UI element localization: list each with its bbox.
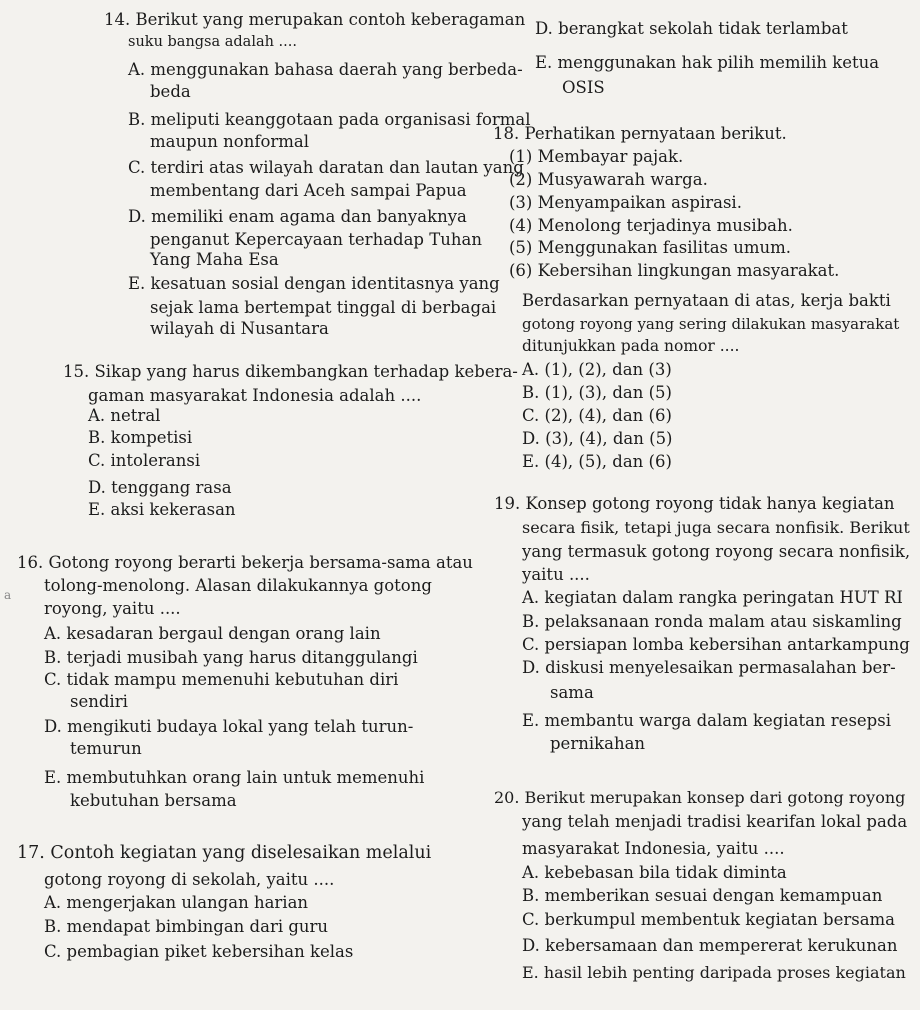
q20-option-a[interactable]: A. kebebasan bila tidak diminta xyxy=(522,863,787,882)
q18-option-d[interactable]: D. (3), (4), dan (5) xyxy=(522,429,673,448)
q16-stem-line2: tolong-menolong. Alasan dilakukannya gotong xyxy=(44,576,432,595)
q15-stem-line2: gaman masyarakat Indonesia adalah .... xyxy=(88,386,422,405)
q15-option-a[interactable]: A. netral xyxy=(88,406,161,425)
q20-stem-line1: 20. Berikut merupakan konsep dari gotong royong xyxy=(494,788,906,807)
q14-option-d[interactable]: D. memiliki enam agama dan banyaknya xyxy=(128,207,467,226)
q14-option-c[interactable]: C. terdiri atas wilayah daratan dan lautan yang xyxy=(128,158,524,177)
q20-option-d[interactable]: D. kebersamaan dan mempererat kerukunan xyxy=(522,936,898,955)
q16-option-d-cont: temurun xyxy=(70,739,142,758)
q17-option-a[interactable]: A. mengerjakan ulangan harian xyxy=(44,893,309,912)
q18-question-line3: ditunjukkan pada nomor .... xyxy=(522,337,740,355)
q15-option-c[interactable]: C. intoleransi xyxy=(88,451,201,470)
q16-option-d[interactable]: D. mengikuti budaya lokal yang telah turun- xyxy=(44,717,414,736)
q14-option-d-cont2: Yang Maha Esa xyxy=(150,250,279,269)
q14-option-e[interactable]: E. kesatuan sosial dengan identitasnya yang xyxy=(128,274,500,293)
q20-stem-line2: yang telah menjadi tradisi kearifan lokal pada xyxy=(522,812,908,831)
q20-stem-line3: masyarakat Indonesia, yaitu .... xyxy=(522,839,785,858)
q16-option-b[interactable]: B. terjadi musibah yang harus ditanggulangi xyxy=(44,648,418,667)
q19-option-d[interactable]: D. diskusi menyelesaikan permasalahan ber- xyxy=(522,658,896,677)
q19-option-e[interactable]: E. membantu warga dalam kegiatan resepsi xyxy=(522,711,891,730)
q16-stem-line1: 16. Gotong royong berarti bekerja bersama-sama atau xyxy=(17,553,473,572)
q16-option-e-cont: kebutuhan bersama xyxy=(70,791,237,810)
q15-option-e[interactable]: E. aksi kekerasan xyxy=(88,500,236,519)
q18-question-line2: gotong royong yang sering dilakukan masyarakat xyxy=(522,315,900,333)
q18-statement-6: (6) Kebersihan lingkungan masyarakat. xyxy=(509,261,840,280)
q16-option-e[interactable]: E. membutuhkan orang lain untuk memenuhi xyxy=(44,768,425,787)
q14-option-a-cont: beda xyxy=(150,82,191,101)
q14-option-b-cont: maupun nonformal xyxy=(150,132,310,151)
q14-stem-line1: 14. Berikut yang merupakan contoh keberagaman xyxy=(104,10,526,29)
q19-option-d-cont: sama xyxy=(550,683,594,702)
q18-statement-3: (3) Menyampaikan aspirasi. xyxy=(509,193,742,212)
q18-statement-2: (2) Musyawarah warga. xyxy=(509,170,708,189)
q19-stem-line1: 19. Konsep gotong royong tidak hanya kegiatan xyxy=(494,494,895,513)
q16-option-c-cont: sendiri xyxy=(70,692,128,711)
q14-stem-line2: suku bangsa adalah .... xyxy=(128,34,297,50)
q19-option-e-cont: pernikahan xyxy=(550,734,646,753)
q19-stem-line4: yaitu .... xyxy=(522,565,590,584)
q15-option-b[interactable]: B. kompetisi xyxy=(88,428,193,447)
q19-option-b[interactable]: B. pelaksanaan ronda malam atau siskamling xyxy=(522,612,902,631)
q14-option-b[interactable]: B. meliputi keanggotaan pada organisasi formal xyxy=(128,110,531,129)
q18-option-b[interactable]: B. (1), (3), dan (5) xyxy=(522,383,672,402)
q14-option-e-right-cont: OSIS xyxy=(562,78,605,97)
q14-option-e-right[interactable]: E. menggunakan hak pilih memilih ketua xyxy=(535,53,880,72)
q15-stem-line1: 15. Sikap yang harus dikembangkan terhadap kebera- xyxy=(63,362,518,381)
q20-option-e[interactable]: E. hasil lebih penting daripada proses kegiatan xyxy=(522,963,906,982)
q18-statement-1: (1) Membayar pajak. xyxy=(509,147,684,166)
q14-option-d-cont1: penganut Kepercayaan terhadap Tuhan xyxy=(150,230,482,249)
q18-option-e[interactable]: E. (4), (5), dan (6) xyxy=(522,452,672,471)
q18-option-a[interactable]: A. (1), (2), dan (3) xyxy=(522,360,672,379)
q20-option-c[interactable]: C. berkumpul membentuk kegiatan bersama xyxy=(522,910,896,929)
q14-option-e-cont1: sejak lama bertempat tinggal di berbagai xyxy=(150,298,497,317)
q15-option-d[interactable]: D. tenggang rasa xyxy=(88,478,232,497)
q17-stem-line2: gotong royong di sekolah, yaitu .... xyxy=(44,870,335,889)
q19-option-a[interactable]: A. kegiatan dalam rangka peringatan HUT RI xyxy=(522,588,903,607)
q18-option-c[interactable]: C. (2), (4), dan (6) xyxy=(522,406,672,425)
q16-option-a[interactable]: A. kesadaran bergaul dengan orang lain xyxy=(44,624,381,643)
margin-mark: a xyxy=(4,588,12,602)
q14-option-d-right[interactable]: D. berangkat sekolah tidak terlambat xyxy=(535,19,848,38)
q17-option-c[interactable]: C. pembagian piket kebersihan kelas xyxy=(44,942,354,961)
q18-stem: 18. Perhatikan pernyataan berikut. xyxy=(493,124,787,143)
q17-option-b[interactable]: B. mendapat bimbingan dari guru xyxy=(44,917,329,936)
q16-option-c[interactable]: C. tidak mampu memenuhi kebutuhan diri xyxy=(44,670,399,689)
q18-statement-5: (5) Menggunakan fasilitas umum. xyxy=(509,238,792,257)
q17-stem-line1: 17. Contoh kegiatan yang diselesaikan melalui xyxy=(17,843,432,863)
q18-question-line1: Berdasarkan pernyataan di atas, kerja bakti xyxy=(522,291,891,310)
q19-stem-line3: yang termasuk gotong royong secara nonfisik, xyxy=(522,542,911,561)
q19-option-c[interactable]: C. persiapan lomba kebersihan antarkampung xyxy=(522,635,910,654)
q14-option-a[interactable]: A. menggunakan bahasa daerah yang berbeda- xyxy=(128,60,523,79)
q18-statement-4: (4) Menolong terjadinya musibah. xyxy=(509,216,793,235)
q16-stem-line3: royong, yaitu .... xyxy=(44,599,181,618)
q14-option-e-cont2: wilayah di Nusantara xyxy=(150,319,329,338)
q19-stem-line2: secara fisik, tetapi juga secara nonfisik. Berikut xyxy=(522,518,910,537)
q20-option-b[interactable]: B. memberikan sesuai dengan kemampuan xyxy=(522,886,883,905)
q14-option-c-cont: membentang dari Aceh sampai Papua xyxy=(150,181,467,200)
